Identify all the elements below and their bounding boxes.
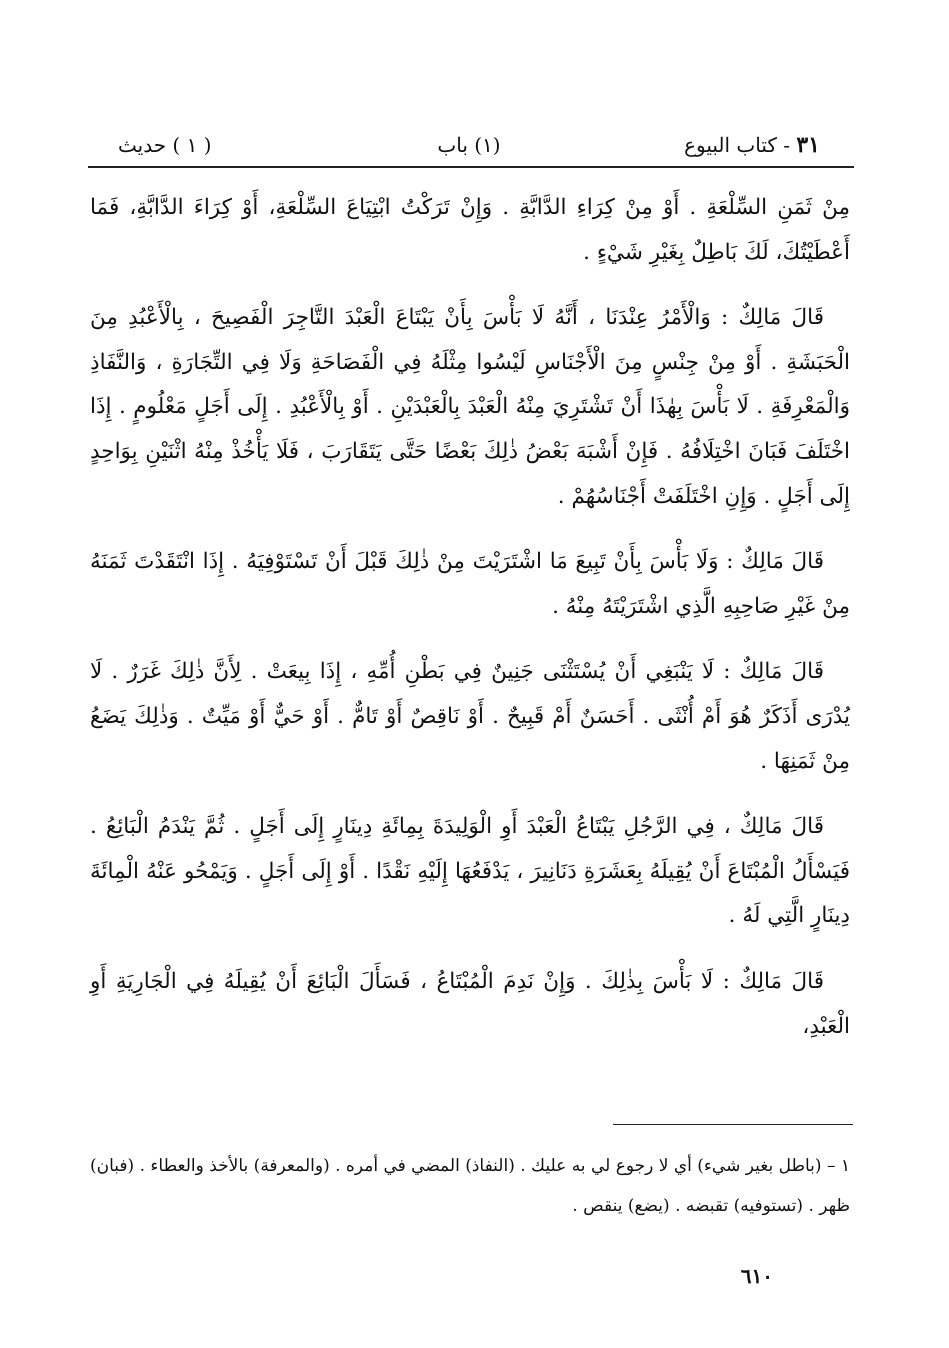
main-text (90, 186, 850, 1070)
paragraph: مِنْ ثَمَنِ السِّلْعَةِ . أَوْ مِنْ كِرَاءِ الدَّابَّةِ . وَإِنْ تَرَكْتُ ابْتِيَاعَ السِّلْعَةِ، أَوْ كِرَاءَ الدَّابَّةِ، فَمَا أَعْطَيْتُكَ، لَكَ بَاطِلٌ بِغَيْرِ شَيْءٍ . (90, 195, 850, 265)
paragraph: قَالَ مَالِكٌ : لَا بَأْسَ بِذٰلِكَ . وَإِنْ نَدِمَ الْمُبْتَاعُ ، فَسَأَلَ الْبَائِعَ أَنْ يُقِيلَهُ فِي الْجَارِيَةِ أَوِ الْعَبْدِ، (90, 968, 850, 1039)
footnote-rule (613, 1124, 853, 1125)
bab-label: (١) باب (437, 133, 501, 157)
header-rule (88, 166, 854, 168)
footnote: ١ – (باطل بغير شيء) أي لا رجوع لي به عليك . (النفاذ) المضي في أمره . (والمعرفة) بالأخذ والعطاء . (فبان) ظهر . (تستوفيه) تقبضه . (يضع) ينقص . (90, 1156, 850, 1216)
page-number: ٦١٠ (740, 1264, 773, 1288)
hadith-label: ( ١ ) حديث (118, 133, 212, 157)
paragraph: قَالَ مَالِكٌ : وَلَا بَأْسَ بِأَنْ تَبِيعَ مَا اشْتَرَيْتَ مِنْ ذٰلِكَ قَبْلَ أَنْ تَسْتَوْفِيَهُ . إِذَا انْتَقَدْتَ ثَمَنَهُ مِنْ غَيْرِ صَاحِبِهِ الَّذِي اشْتَرَيْتَهُ مِنْهُ . (90, 549, 850, 619)
paragraph: قَالَ مَالِكٌ : وَالْأَمْرُ عِنْدَنَا ، أَنَّهُ لَا بَأْسَ بِأَنْ يَبْتَاعَ الْعَبْدَ التَّاجِرَ الْفَصِيحَ ، بِالْأَعْبُدِ مِنَ الْحَبَشَةِ . أَوْ مِنْ جِنْسٍ مِنَ الْأَجْنَاسِ لَيْسُوا مِثْلَهُ فِي الْفَصَاحَةِ وَلَا فِي التِّجَارَةِ ، وَالنَّفَاذِ وَالْمَعْرِفَةِ . لَا بَأْسَ بِهٰذَا أَنْ تَشْتَرِيَ مِنْهُ الْعَبْدَ بِالْعَبْدَيْنِ . أَوْ بِالْأَعْبُدِ . إِلَى أَجَلٍ مَعْلُومٍ . إِذَا اخْتَلَفَ فَبَانَ اخْتِلَافُهُ . فَإِنْ أَشْبَهَ بَعْضُ ذٰلِكَ بَعْضًا حَتَّى يَتَقَارَبَ ، فَلَا يَأْخُذْ مِنْهُ اثْنَيْنِ بِوَاحِدٍ إِلَى أَجَلٍ . وَإِنِ اخْتَلَفَتْ أَجْنَاسُهُمْ . (90, 305, 850, 509)
chapter-title: - كتاب البيوع (684, 133, 790, 157)
chapter-number: ٣١ (796, 132, 820, 158)
paragraph: قَالَ مَالِكٌ : لَا يَنْبَغِي أَنْ يُسْتَثْنَى جَنِينٌ فِي بَطْنِ أُمِّهِ ، إِذَا بِيعَتْ . لِأَنَّ ذٰلِكَ غَرَرٌ . لَا يُدْرَى أَذَكَرٌ هُوَ أَمْ أُنْثَى . أَحَسَنٌ أَمْ قَبِيحٌ . أَوْ نَاقِصٌ أَوْ تَامٌّ . أَوْ حَيٌّ أَوْ مَيِّتٌ . وَذٰلِكَ يَضَعُ مِنْ ثَمَنِهَا . (90, 659, 850, 774)
running-header (118, 128, 820, 162)
paragraph: قَالَ مَالِكٌ ، فِي الرَّجُلِ يَبْتَاعُ الْعَبْدَ أَوِ الْوَلِيدَةَ بِمِائَةِ دِينَارٍ إِلَى أَجَلٍ . ثُمَّ يَنْدَمُ الْبَائِعُ . فَيَسْأَلُ الْمُبْتَاعَ أَنْ يُقِيلَهُ بِعَشَرَةِ دَنَانِيرَ ، يَدْفَعُهَا إِلَيْهِ نَقْدًا . أَوْ إِلَى أَجَلٍ . وَيَمْحُو عَنْهُ الْمِائَةَ دِينَارٍ الَّتِي لَهُ . (90, 814, 850, 929)
chapter-heading (684, 128, 820, 162)
